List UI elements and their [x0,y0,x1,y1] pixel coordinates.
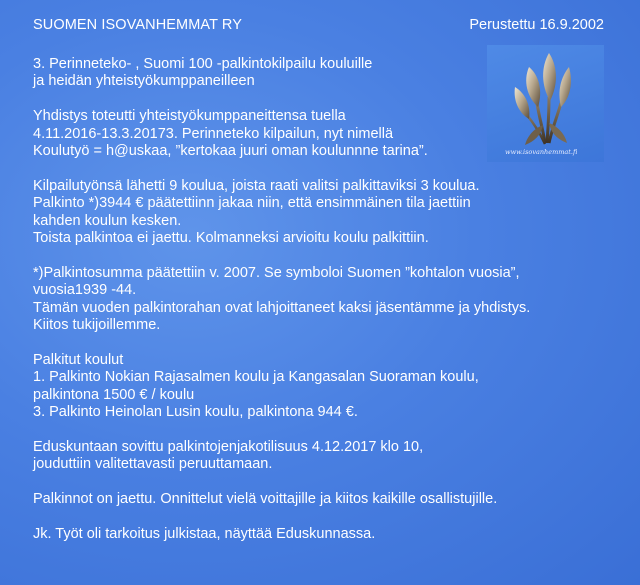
text-line: Toista palkintoa ei jaettu. Kolmanneksi arvioitu koulu palkittiin. [33,230,429,247]
organization-title: SUOMEN ISOVANHEMMAT RY [33,17,242,33]
paragraph [33,352,623,422]
text-line: 3. Palkinto Heinolan Lusin koulu, palkintona 944 €. [33,404,358,421]
paragraph [33,108,623,160]
paragraph [33,265,623,335]
text-line: 1. Palkinto Nokian Rajasalmen koulu ja Kangasalan Suoraman koulu, [33,369,479,386]
text-line: kahden koulun kesken. [33,212,182,229]
text-line: 4.11.2016-13.3.20173. Perinneteko kilpailun, nyt nimellä [33,125,394,142]
text-line: Tämän vuoden palkintorahan ovat lahjoittaneet kaksi jäsentämme ja yhdistys. [33,299,531,316]
text-line: Koulutyö = h@uskaa, ”kertokaa juuri oman koulunnne tarina”. [33,143,428,160]
announcement-body [33,56,623,561]
logo-caption: www.isovanhemmat.fi [505,148,578,156]
paragraph [33,526,623,543]
text-line: vuosia1939 -44. [33,282,137,299]
text-line: 3. Perinneteko- , Suomi 100 -palkintokilpailu kouluille [33,56,373,72]
text-line: Kiitos tukijoillemme. [33,317,161,334]
text-line: palkintona 1500 € / koulu [33,386,195,403]
text-line: Jk. Työt oli tarkoitus julkistaa, näyttää Eduskunnassa. [33,525,376,542]
paragraph [33,56,623,91]
text-line: Kilpailutyönsä lähetti 9 koulua, joista raati valitsi palkittaviksi 3 koulua. [33,177,480,194]
text-line: Palkinnot on jaettu. Onnittelut vielä voittajille ja kiitos kaikille osallistujille. [33,491,498,508]
text-line: Eduskuntaan sovittu palkintojenjakotilisuus 4.12.2017 klo 10, [33,438,424,455]
text-line: Yhdistys toteutti yhteistyökumppaneittensa tuella [33,108,346,125]
paragraph [33,178,623,248]
paragraph [33,439,623,474]
text-line: Palkitut koulut [33,351,124,368]
founded-date: Perustettu 16.9.2002 [469,17,604,33]
text-line: jouduttiin valitettavasti peruuttamaan. [33,456,273,473]
text-line: ja heidän yhteistyökumppaneilleen [33,73,255,90]
text-line: Palkinto *)3944 € päätettiinn jakaa niin, että ensimmäinen tila jaettiin [33,195,471,212]
paragraph [33,491,623,508]
text-line: *)Palkintosumma päätettiin v. 2007. Se symboloi Suomen ”kohtalon vuosia”, [33,264,520,281]
